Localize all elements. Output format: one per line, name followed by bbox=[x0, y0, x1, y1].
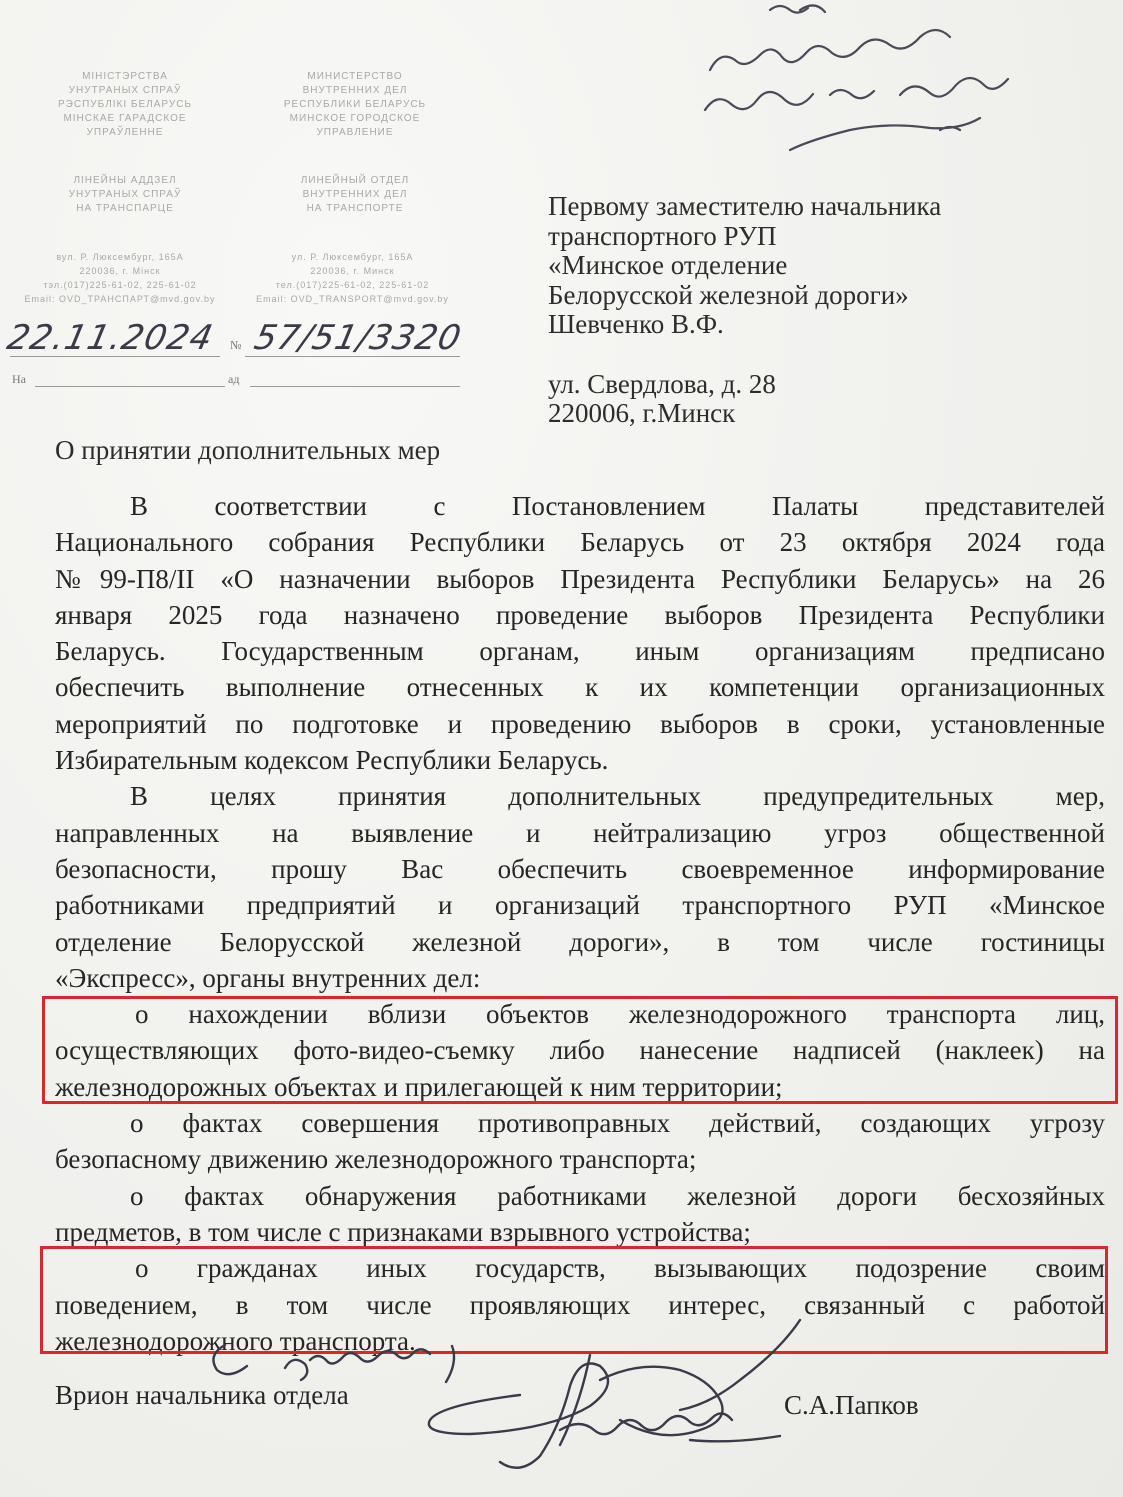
addressee-street: ул. Свердлова, д. 28 bbox=[548, 368, 776, 399]
letterhead-line: ЛІНЕЙНЫ АДДЗЕЛ bbox=[73, 175, 177, 186]
letterhead-line: ВНУТРЕННИХ ДЕЛ bbox=[302, 189, 408, 200]
resolution-scribble bbox=[705, 5, 1008, 150]
list-item-line: о нахождении вблизи объектов железнодорожного транспорта лиц, bbox=[135, 999, 1105, 1030]
handwritten-document-number: 57/51/3320 bbox=[250, 318, 466, 358]
body-line: обеспечить выполнение отнесенных к их компетенции организационных bbox=[55, 672, 1105, 703]
date-underline bbox=[10, 356, 220, 357]
address-line: тэл.(017)225-61-02, 225-61-02 bbox=[43, 280, 197, 290]
list-item-line: поведением, в том числе проявляющих интерес, связанный с работой bbox=[55, 1289, 1105, 1320]
list-item-line: железнодорожного транспорта. bbox=[55, 1325, 416, 1356]
list-item-line: предметов, в том числе с признаками взрывного устройства; bbox=[55, 1216, 751, 1247]
letterhead-left bbox=[30, 70, 220, 216]
letterhead-line: МІНІСТЭРСТВА bbox=[82, 71, 168, 82]
letterhead-line: МИНСКОЕ ГОРОДСКОЕ bbox=[289, 113, 421, 124]
body-line: «Экспресс», органы внутренних дел: bbox=[55, 962, 481, 993]
ref-label-ad: ад bbox=[228, 372, 240, 386]
list-item-line: железнодорожных объектах и прилегающей к ним территории; bbox=[55, 1071, 783, 1102]
number-underline bbox=[245, 356, 460, 357]
letterhead-line: ЛИНЕЙНЫЙ ОТДЕЛ bbox=[300, 175, 410, 186]
address-line: 220036, г. Мінск bbox=[79, 266, 161, 276]
list-item-line: безопасному движению железнодорожного транспорта; bbox=[55, 1144, 697, 1175]
letterhead-line: НА ТРАНСПАРЦЕ bbox=[76, 203, 174, 214]
body-line: января 2025 года назначено проведение выборов Президента Республики bbox=[55, 599, 1105, 630]
address-line: ул. Р. Люксембург, 165А bbox=[291, 252, 414, 262]
body-line: Национального собрания Республики Беларусь от 23 октября 2024 года bbox=[55, 527, 1105, 558]
address-line: Email: OVD_ТРАНСПАРТ@mvd.gov.by bbox=[24, 294, 216, 304]
handwritten-date: 22.11.2024 bbox=[3, 318, 217, 358]
letter-subject: О принятии дополнительных мер bbox=[55, 435, 441, 465]
body-line: №99-П8/II «О назначении выборов Президента Республики Беларусь» на 26 bbox=[55, 563, 1105, 594]
letterhead-line: УПРАВЛЕНИЕ bbox=[316, 127, 394, 138]
body-line: направленных на выявление и нейтрализацию угроз общественной bbox=[55, 817, 1105, 848]
list-item-line: осуществляющих фото-видео-съемку либо нанесение надписей (наклеек) на bbox=[55, 1035, 1105, 1066]
list-item-line: о гражданах иных государств, вызывающих подозрение своим bbox=[135, 1253, 1105, 1284]
letterhead-line: НА ТРАНСПОРТЕ bbox=[306, 203, 404, 214]
body-line: безопасности, прошу Вас обеспечить своевременное информирование bbox=[55, 853, 1105, 884]
letterhead-right bbox=[255, 70, 455, 216]
highlight-box-item1 bbox=[42, 996, 1118, 1104]
body-line: мероприятий по подготовке и проведению выборов в сроки, установленные bbox=[55, 708, 1105, 739]
letterhead-line: РЭСПУБЛІКІ БЕЛАРУСЬ bbox=[58, 99, 192, 110]
letterhead-line: УНУТРАНЫХ СПРАЎ bbox=[68, 85, 182, 96]
addressee-line: транспортного РУП bbox=[548, 220, 777, 251]
body-line: В целях принятия дополнительных предупредительных мер, bbox=[130, 781, 1105, 812]
signature-position: Врион начальника отдела bbox=[55, 1380, 349, 1410]
ref-underline-1 bbox=[35, 386, 225, 387]
signer-name: С.А.Папков bbox=[784, 1390, 919, 1420]
highlight-box-item4 bbox=[40, 1246, 1108, 1354]
address-line: 220036, г. Минск bbox=[310, 266, 395, 276]
addressee-line: «Минское отделение bbox=[548, 250, 788, 280]
address-line: Email: OVD_TRANSPORT@mvd.gov.by bbox=[256, 294, 449, 304]
letterhead-line: ВНУТРЕННИХ ДЕЛ bbox=[302, 85, 408, 96]
letterhead-address-right bbox=[245, 250, 460, 306]
addressee-block bbox=[548, 192, 941, 429]
letterhead-line: РЕСПУБЛИКИ БЕЛАРУСЬ bbox=[283, 99, 427, 110]
letterhead-line: УПРАЎЛЕННЕ bbox=[86, 127, 164, 138]
addressee-line: Первому заместителю начальника bbox=[548, 191, 942, 221]
letterhead-line: МИНИСТЕРСТВО bbox=[307, 71, 403, 82]
address-line: вул. Р. Люксембург, 165А bbox=[56, 252, 184, 262]
body-line: В соответствии с Постановлением Палаты представителей bbox=[130, 491, 1105, 521]
body-line: работниками предприятий и организаций транспортного РУП «Минское bbox=[55, 890, 1105, 921]
letterhead-address-left bbox=[15, 250, 225, 306]
list-item-line: о фактах совершения противоправных действий, создающих угрозу bbox=[130, 1108, 1105, 1139]
ref-underline-2 bbox=[250, 386, 460, 387]
letterhead-line: УНУТРАНЫХ СПРАЎ bbox=[68, 189, 182, 200]
body-line: отделение Белорусской железной дороги», в том числе гостиницы bbox=[55, 926, 1105, 957]
body-line: Беларусь. Государственным органам, иным организациям предписано bbox=[55, 636, 1105, 667]
addressee-city: 220006, г.Минск bbox=[548, 398, 736, 428]
number-label: № bbox=[230, 338, 242, 352]
addressee-line: Белорусской железной дороги» bbox=[548, 279, 909, 310]
address-line: тел.(017)225-61-02, 225-61-02 bbox=[275, 280, 430, 290]
addressee-name: Шевченко В.Ф. bbox=[548, 309, 724, 339]
ref-label-na: На bbox=[12, 372, 26, 386]
letter-body bbox=[55, 488, 1105, 1359]
letterhead-line: МІНСКАЕ ГАРАДСКОЕ bbox=[63, 113, 187, 124]
body-line: Избирательным кодексом Республики Беларусь. bbox=[55, 745, 609, 776]
list-item-line: о фактах обнаружения работниками железной дороги бесхозяйных bbox=[130, 1180, 1105, 1211]
